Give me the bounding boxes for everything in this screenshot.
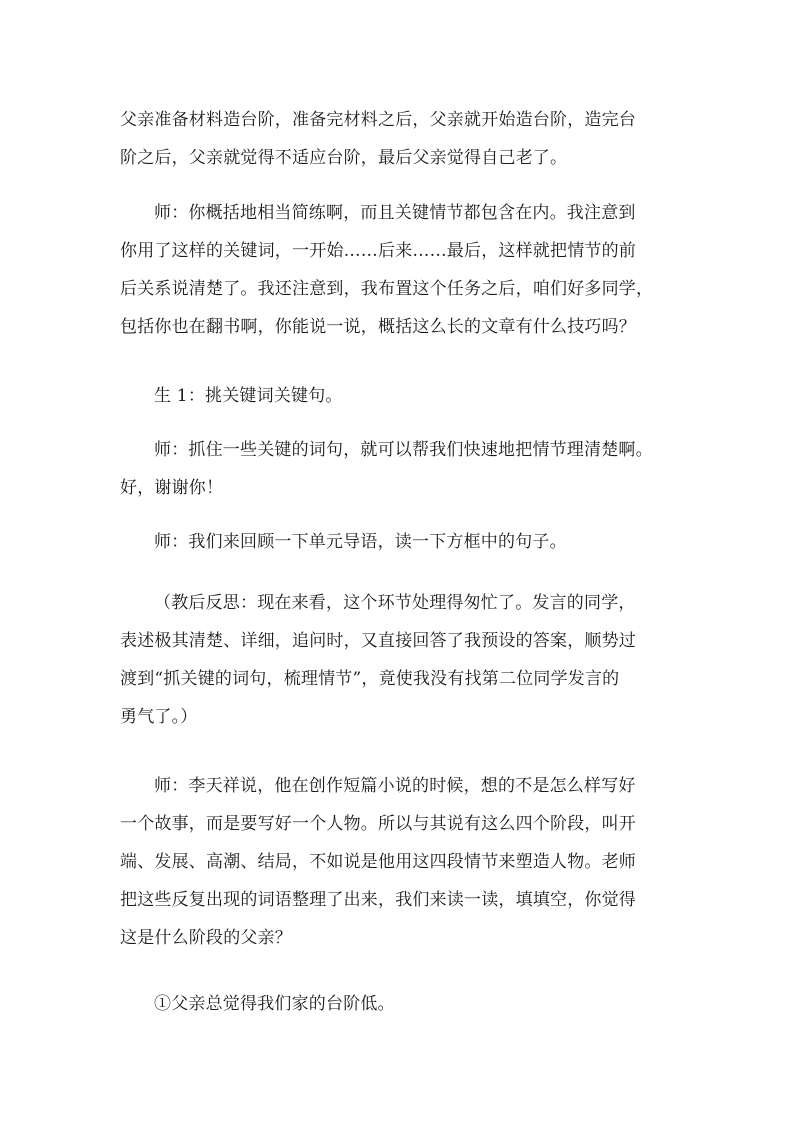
paragraph-line: 勇气了。） bbox=[120, 707, 198, 727]
paragraph-line: 好，谢谢你！ bbox=[120, 478, 224, 498]
paragraph-3 bbox=[120, 377, 690, 415]
paragraph-1 bbox=[120, 101, 690, 177]
paragraph-line: 一个故事，而是要写好一个人物。所以与其说有这么四个阶段，叫开 bbox=[120, 814, 636, 834]
paragraph-5 bbox=[120, 523, 690, 561]
paragraph-line: 师：你概括地相当简练啊，而且关键情节都包含在内。我注意到 bbox=[154, 203, 636, 223]
paragraph-line: 表述极其清楚、详细，追问时，又直接回答了我预设的答案，顺势过 bbox=[120, 631, 636, 651]
paragraph-line: 包括你也在翻书啊，你能说一说，概括这么长的文章有什么技巧吗？ bbox=[120, 317, 636, 337]
paragraph-line: 你用了这样的关键词，一开始……后来……最后，这样就把情节的前 bbox=[120, 241, 636, 261]
paragraph-6 bbox=[120, 584, 690, 736]
paragraph-8 bbox=[120, 985, 690, 1023]
paragraph-4 bbox=[120, 431, 690, 507]
paragraph-line: 这是什么阶段的父亲？ bbox=[120, 928, 292, 948]
paragraph-line: 阶之后，父亲就觉得不适应台阶，最后父亲觉得自己老了。 bbox=[120, 148, 568, 168]
paragraph-line: 渡到“抓关键的词句，梳理情节”，竟使我没有找第二位同学发言的 bbox=[120, 669, 620, 689]
paragraph-line: （教后反思：现在来看，这个环节处理得匆忙了。发言的同学， bbox=[154, 593, 636, 613]
paragraph-2 bbox=[120, 194, 690, 346]
paragraph-line: 师：李天祥说，他在创作短篇小说的时候，想的不是怎么样写好 bbox=[154, 776, 636, 796]
paragraph-line: 生 1：挑关键词关键句。 bbox=[154, 386, 343, 406]
paragraph-line: ①父亲总觉得我们家的台阶低。 bbox=[154, 994, 395, 1014]
paragraph-line: 师：抓住一些关键的词句，就可以帮我们快速地把情节理清楚啊。 bbox=[154, 440, 653, 460]
paragraph-line: 父亲准备材料造台阶，准备完材料之后，父亲就开始造台阶，造完台 bbox=[120, 110, 636, 130]
paragraph-line: 后关系说清楚了。我还注意到，我布置这个任务之后，咱们好多同学， bbox=[120, 279, 654, 299]
paragraph-7 bbox=[120, 767, 690, 957]
paragraph-line: 把这些反复出现的词语整理了出来，我们来读一读，填填空，你觉得 bbox=[120, 890, 636, 910]
paragraph-line: 师：我们来回顾一下单元导语，读一下方框中的句子。 bbox=[154, 532, 567, 552]
paragraph-line: 端、发展、高潮、结局，不如说是他用这四段情节来塑造人物。老师 bbox=[120, 852, 636, 872]
